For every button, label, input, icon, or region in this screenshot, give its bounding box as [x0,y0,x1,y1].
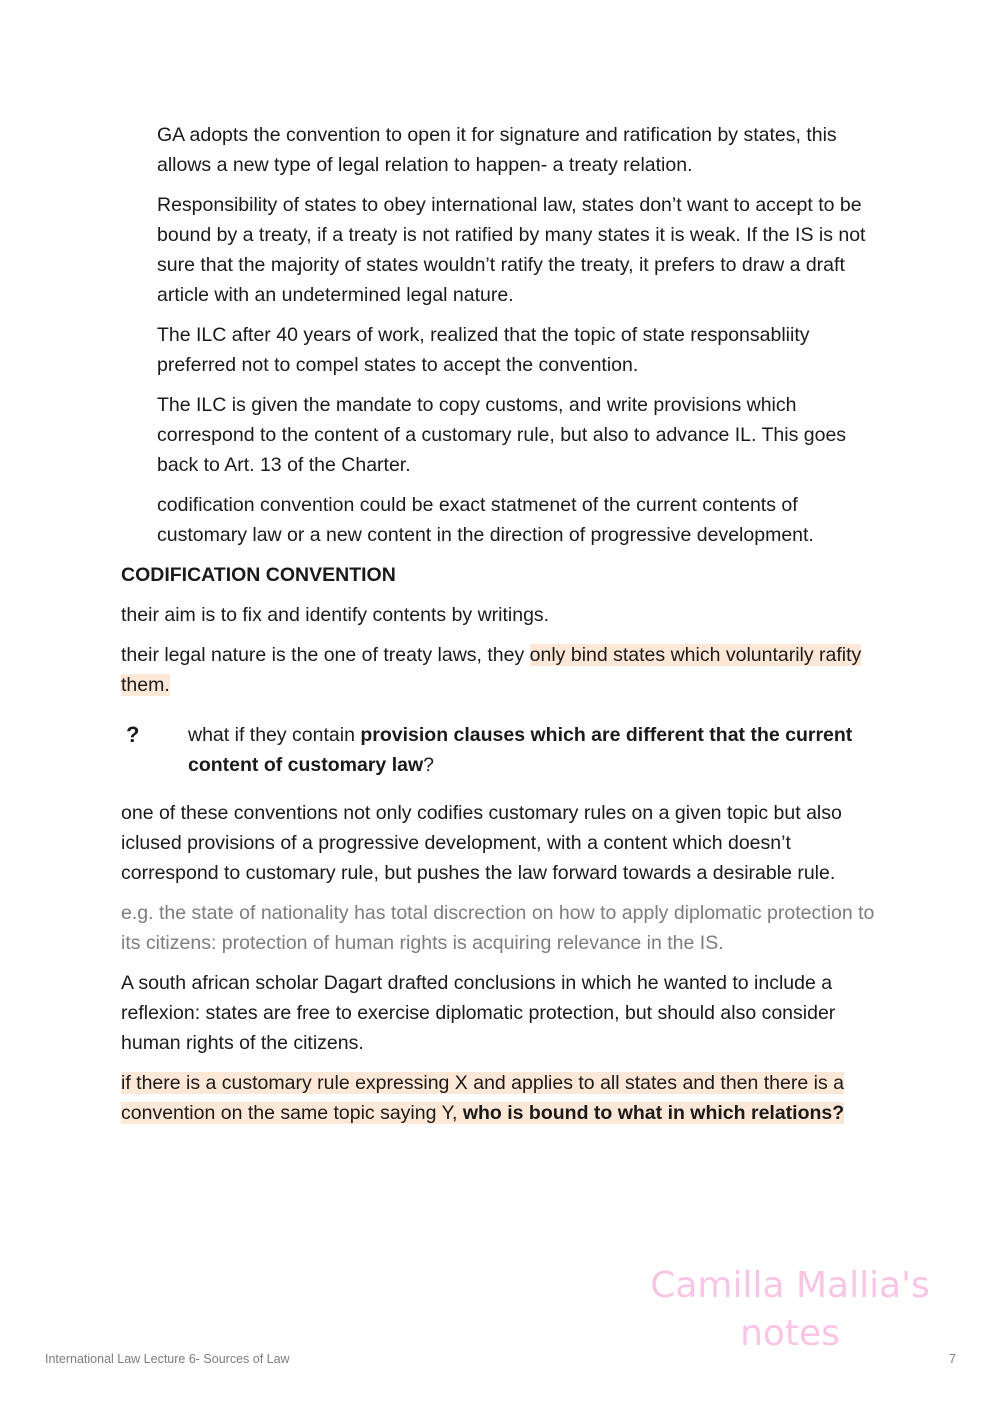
legal-nature-highlight: only bind states which voluntarily rafity them. [121,644,862,696]
legal-nature-prefix: their legal nature is the one of treaty laws, they [121,644,530,666]
question-mark-icon: ? [126,722,140,747]
footer-title: International Law Lecture 6- Sources of Law [45,1352,290,1366]
paragraph-aim: their aim is to fix and identify contents by writings. [121,604,550,626]
paragraph-progressive: one of these conventions not only codifies customary rules on a given topic but also iclused provisions of a progressive development, with a content which doesn’t correspond to customary rule, but pushes the law forward towards a desirable rule. [121,802,842,884]
page-number: 7 [949,1352,956,1366]
callout-bold: provision clauses which are different that the current content of customary law [188,724,853,776]
question-bold: who is bound to what in which relations? [462,1102,845,1124]
paragraph-ga-adopts: GA adopts the convention to open it for signature and ratification by states, this allows a new type of legal relation to happen- a treaty relation. [157,124,837,176]
question-callout [121,720,883,780]
question-prefix: if there is a customary rule expressing X and applies to all states and then there is a convention on the same topic saying Y, [121,1072,844,1124]
page-content [121,120,883,1138]
paragraph-ilc-mandate: The ILC is given the mandate to copy customs, and write provisions which correspond to the content of a customary rule, but also to advance IL. This goes back to Art. 13 of the Charter. [157,394,847,476]
paragraph-question [121,1068,883,1128]
watermark [640,1262,940,1358]
callout-text [188,720,883,780]
callout-suffix: ? [423,754,434,776]
callout-prefix: what if they contain [188,724,361,746]
paragraph-example: e.g. the state of nationality has total discrection on how to apply diplomatic protection to its citizens: protection of human rights is acquiring relevance in the IS. [121,902,875,954]
watermark-line-2: notes [740,1313,840,1354]
paragraph-legal-nature [121,640,883,700]
paragraph-codification: codification convention could be exact statmenet of the current contents of customary law or a new content in the direction of progressive development. [157,494,814,546]
section-heading: CODIFICATION CONVENTION [121,564,396,586]
watermark-line-1: Camilla Mallia's [650,1265,930,1306]
paragraph-dagart: A south african scholar Dagart drafted conclusions in which he wanted to include a reflexion: states are free to exercise diplomatic protection, but should also consider human rights of the citizens. [121,972,836,1054]
paragraph-responsibility: Responsibility of states to obey international law, states don’t want to accept to be bound by a treaty, if a treaty is not ratified by many states it is weak. If the IS is not sure that the majority of states wouldn’t ratify the treaty, it prefers to draw a draft article with an undetermined legal nature. [157,194,866,306]
paragraph-ilc-40-years: The ILC after 40 years of work, realized that the topic of state responsabliity preferred not to compel states to accept the convention. [157,324,810,376]
